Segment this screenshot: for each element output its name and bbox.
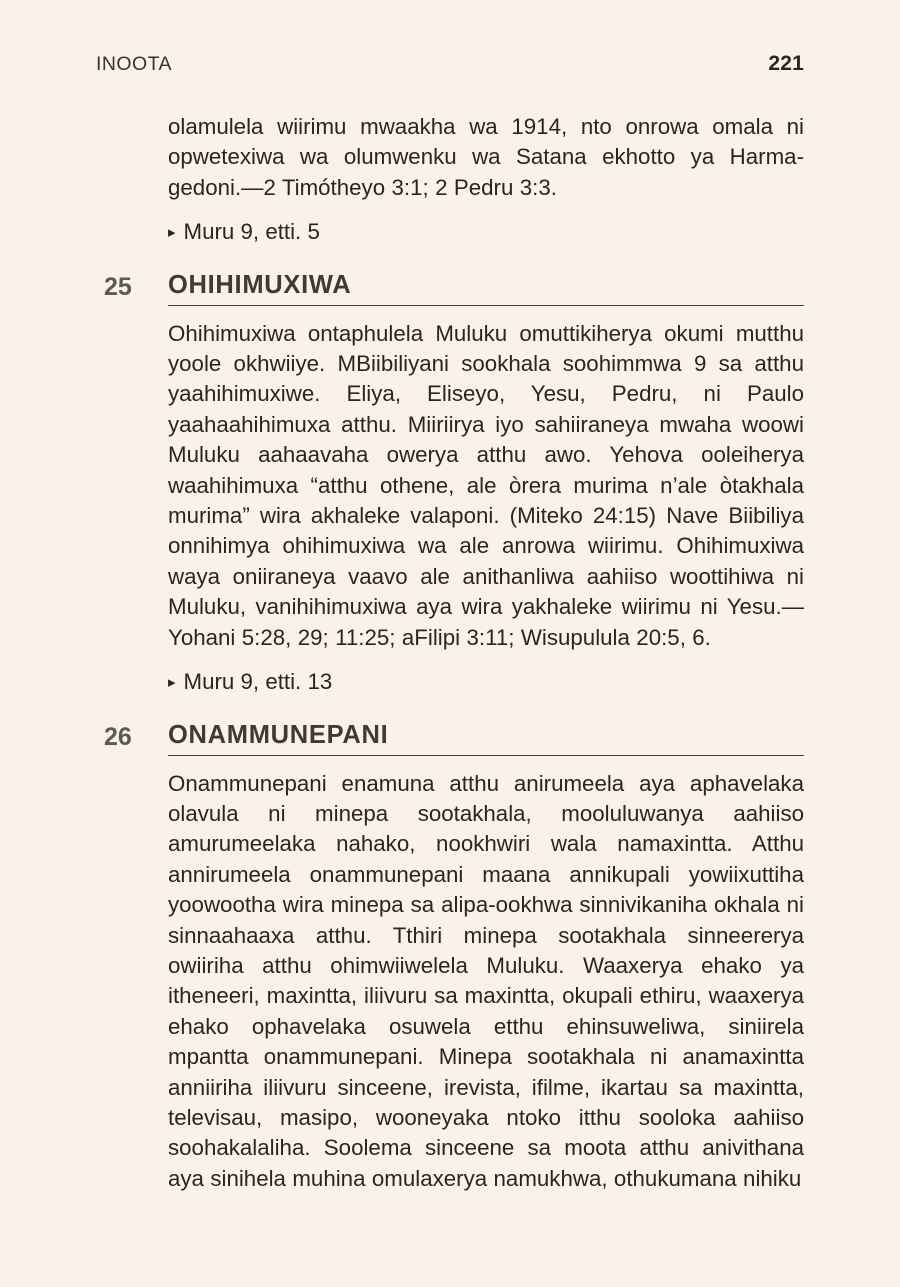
triangle-right-icon: ▸	[168, 224, 176, 242]
running-head-title: INOOTA	[96, 53, 173, 75]
reference-text: Muru 9, etti. 5	[183, 219, 320, 245]
section-heading-25	[96, 270, 804, 306]
section-title-rule	[168, 720, 804, 756]
page-number: 221	[768, 52, 804, 75]
section-heading-26	[96, 720, 804, 756]
reference-line	[168, 667, 804, 697]
reference-text: Muru 9, etti. 13	[183, 669, 333, 695]
continued-paragraph: olamulela wiirimu mwaakha wa 1914, nto onrowa omala ni opwetexiwa wa olumwenku wa Satana ekhotto ya Harmagedoni.—2 Timótheyo 3:1; 2 Pedru 3:3.	[168, 114, 804, 200]
section-paragraph-25: Ohihimuxiwa ontaphulela Muluku omuttikiherya okumi mutthu yoole okhwiiye. MBiibiliyani sookhala soohimmwa 9 sa atthu yaahihimuxiwe. Eliya, Eliseyo, Yesu, Pedru, ni Paulo yaahaahihimuxa atthu. Miiriirya iyo sahiiraneya mwaha woowi Muluku aahaavaha owerya atthu awo. Yehova ooleiherya waahihimuxa “atthu othene, ale òrera murima n’ale òtakhala murima” wira akhaleke valaponi. (Miteko 24:15) Nave Biibiliya onnihimya ohihimuxiwa wa ale anrowa wiirimu. Ohihimuxiwa waya oniiraneya vaavo ale anithanliwa aahiiso woottihiwa ni Muluku, vanihihimuxiwa aya wira yakhaleke wiirimu ni Yesu.—Yohani 5:28, 29; 11:25; aFilipi 3:11; Wisupulula 20:5, 6.	[168, 320, 804, 650]
section-title-rule	[168, 270, 804, 306]
section-title: OHIHIMUXIWA	[168, 270, 352, 299]
text-column	[96, 112, 804, 1194]
reference-line	[168, 217, 804, 247]
section-title: ONAMMUNEPANI	[168, 720, 389, 749]
running-head	[96, 52, 804, 76]
section-number: 25	[104, 272, 132, 301]
triangle-right-icon: ▸	[168, 674, 176, 692]
section-paragraph-26: Onammunepani enamuna atthu anirumeela aya aphavelaka olavula ni minepa sootakhala, mooluluwanya aahiiso amurumeelaka nahako, nookhwiri wala namaxintta. Atthu annirumeela onammunepani maana annikupali yowiixuttiha yoowootha wira minepa sa alipa-ookhwa sinnivikaniha okhala ni sinnaahaaxa atthu. Tthiri minepa sootakhala sinneererya owiiriha atthu ohimwiiwelela Muluku. Waaxerya ehako ya itheneeri, maxintta, iliivuru sa maxintta, okupali ethiru, waaxerya ehako ophavelaka osuwela etthu ehinsuweliwa, siniirela mpantta onammunepani. Minepa sootakhala ni anamaxintta anniiriha iliivuru sinceene, irevista, ifilme, ikartau sa maxintta, televisau, masipo, wooneyaka ntoko itthu sooloka aahiiso soohakalaliha. Soolema sinceene sa moota atthu anivithana aya sinihela muhina omulaxerya namukhwa, othukumana nihiku	[168, 770, 804, 1191]
section-number: 26	[104, 722, 132, 751]
